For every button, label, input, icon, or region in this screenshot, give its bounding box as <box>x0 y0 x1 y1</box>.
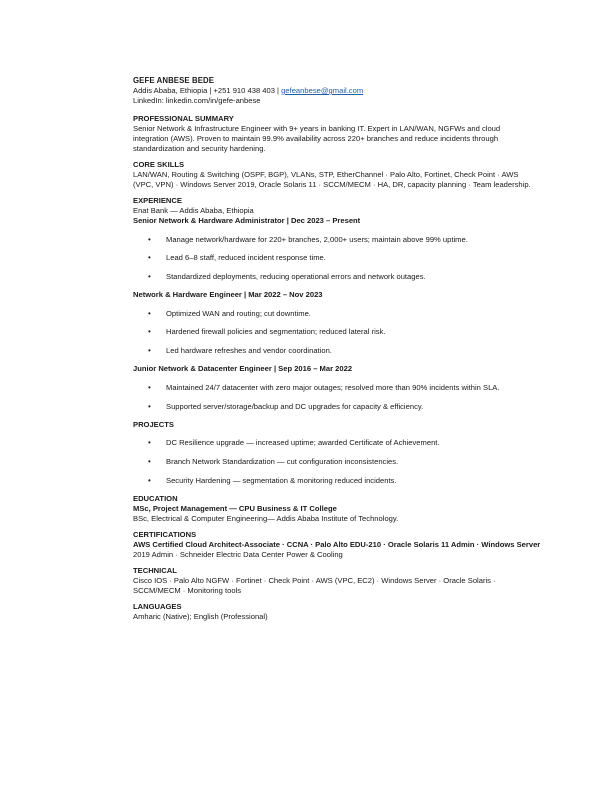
languages-heading: LANGUAGES <box>133 601 182 611</box>
contact-line <box>133 86 553 96</box>
list-item: • Branch Network Standardization — cut configuration inconsistencies. <box>133 457 553 467</box>
list-item: • Optimized WAN and routing; cut downtime. <box>133 309 553 319</box>
list-item: • Led hardware refreshes and vendor coordination. <box>133 346 553 356</box>
education-line: MSc, Project Management — CPU Business & IT College <box>133 503 337 513</box>
languages-line: Amharic (Native); English (Professional) <box>133 611 268 621</box>
role-title: Network & Hardware Engineer | Mar 2022 – Nov 2023 <box>133 290 323 300</box>
list-item: • Manage network/hardware for 220+ branches, 2,000+ users; maintain above 99% uptime. <box>133 235 553 245</box>
list-item: • DC Resilience upgrade — increased uptime; awarded Certificate of Achievement. <box>133 438 553 448</box>
technical-heading: TECHNICAL <box>133 565 177 575</box>
education-line: BSc, Electrical & Computer Engineering— Addis Ababa Institute of Technology. <box>133 513 399 523</box>
summary-line: integration (AWS). Proven to maintain 99.9% availability across 220+ branches and reduce incidents through <box>133 134 499 143</box>
list-item: • Maintained 24/7 datacenter with zero major outages; resolved more than 90% incidents within SLA. <box>133 383 553 393</box>
skills-text <box>133 170 553 190</box>
summary-line: standardization and security hardening. <box>133 144 266 153</box>
list-item: • Lead 6–8 staff, reduced incident response time. <box>133 253 553 263</box>
list-item: • Hardened firewall policies and segmentation; reduced lateral risk. <box>133 327 553 337</box>
role-bullets <box>133 235 553 282</box>
resume-content <box>133 76 553 622</box>
certifications-heading: CERTIFICATIONS <box>133 529 197 539</box>
technical-line: Cisco IOS · Palo Alto NGFW · Fortinet · Check Point · AWS (VPC, EC2) · Windows Server · Oracle Solaris · <box>133 575 496 585</box>
summary-text <box>133 124 553 154</box>
role-title: Junior Network & Datacenter Engineer | Sep 2016 – Mar 2022 <box>133 364 353 374</box>
summary-heading: PROFESSIONAL SUMMARY <box>133 114 234 123</box>
list-item: • Supported server/storage/backup and DC upgrades for capacity & efficiency. <box>133 402 553 412</box>
linkedin-line[interactable]: LinkedIn: linkedin.com/in/gefe-anbese <box>133 96 261 105</box>
projects-heading: PROJECTS <box>133 419 174 429</box>
experience-heading: EXPERIENCE <box>133 196 182 205</box>
contact-details: Addis Ababa, Ethiopia | +251 910 438 403 | <box>133 86 282 95</box>
list-item: • Security Hardening — segmentation & monitoring reduced incidents. <box>133 476 553 486</box>
skills-line: (VPC, VPN) · Windows Server 2019, Oracle Solaris 11 · SCCM/MECM · HA, DR, capacity planning · Team leadership. <box>133 180 531 189</box>
list-item: • Standardized deployments, reducing operational errors and network outages. <box>133 272 553 282</box>
education-heading: EDUCATION <box>133 493 178 503</box>
skills-line: LAN/WAN, Routing & Switching (OSPF, BGP), VLANs, STP, EtherChannel · Palo Alto, Fortinet, Check Point · AWS <box>133 170 519 179</box>
role-title: Senior Network & Hardware Administrator | Dec 2023 – Present <box>133 216 361 225</box>
email-link[interactable]: gefeanbese@gmail.com <box>281 86 364 95</box>
certifications-line: 2019 Admin · Schneider Electric Data Center Power & Cooling <box>133 549 343 559</box>
skills-heading: CORE SKILLS <box>133 160 185 169</box>
candidate-name: GEFE ANBESE BEDE <box>133 76 215 85</box>
certifications-line: AWS Certified Cloud Architect-Associate · CCNA · Palo Alto EDU-210 · Oracle Solaris 11 Admin · Windows Server <box>133 539 541 549</box>
project-bullets <box>133 438 553 485</box>
technical-line: SCCM/MECM · Monitoring tools <box>133 585 242 595</box>
role-bullets <box>133 383 553 412</box>
role-bullets <box>133 309 553 356</box>
company-line: Enat Bank — Addis Ababa, Ethiopia <box>133 206 254 215</box>
summary-line: Senior Network & Infrastructure Engineer with 9+ years in banking IT. Expert in LAN/WAN, NGFWs and cloud <box>133 124 501 133</box>
